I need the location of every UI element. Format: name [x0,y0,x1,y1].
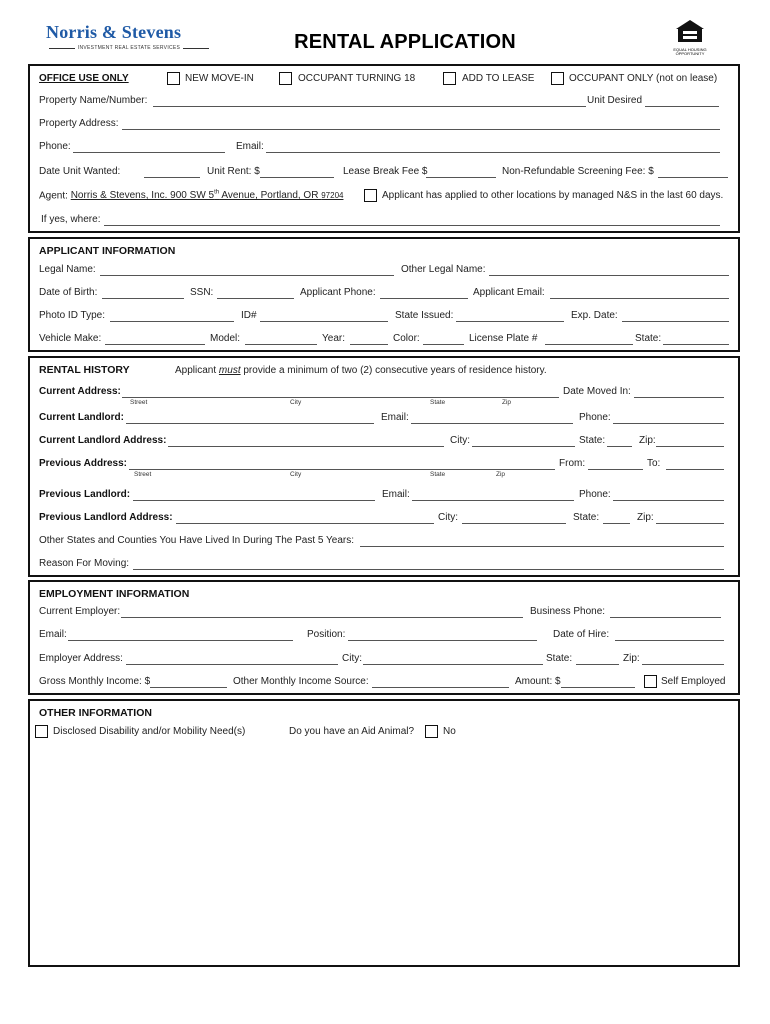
disclosed-disability-checkbox[interactable] [35,725,48,738]
unit-rent-field[interactable] [260,177,334,178]
applicant-section: APPLICANT INFORMATION Legal Name: Other Legal Name: Date of Birth: SSN: Applicant Phone: Applicant Email: Photo ID Type: ID# State Issued: Exp. Date: Vehicle Make: Model: Year: Color: License Plate # State: [28,237,740,352]
employment-section: EMPLOYMENT INFORMATION Current Employer: Business Phone: Email: Position: Date of Hire: Employer Address: City: State: Zip: Gross Monthly Income: $ Other Monthly Income Source: Amount: $ Self Employed [28,580,740,695]
previous-from-field[interactable] [588,469,643,470]
previous-address-field[interactable] [129,469,555,470]
other-info-heading: OTHER INFORMATION [39,707,152,719]
office-use-heading: OFFICE USE ONLY [39,73,129,84]
other-states-field[interactable] [360,546,724,547]
rental-history-heading: RENTAL HISTORY [39,364,130,376]
applied-other-locations-checkbox[interactable] [364,189,377,202]
photo-id-type-field[interactable] [110,321,234,322]
current-landlord-label: Current Landlord: [39,412,125,423]
gross-income-field[interactable] [150,687,227,688]
occupant-turning-18-checkbox[interactable] [279,72,292,85]
vehicle-year-field[interactable] [350,344,388,345]
if-yes-where-field[interactable] [104,225,720,226]
business-phone-field[interactable] [610,617,721,618]
screening-fee-field[interactable] [658,177,728,178]
office-use-section: OFFICE USE ONLY NEW MOVE-IN OCCUPANT TURNING 18 ADD TO LEASE OCCUPANT ONLY (not on lease) Property Name/Number: Unit Desired Property Address: Phone: Email: Date Unit Wanted: Unit Rent: $ Lease Break Fee $ Non-Refundable Screening Fee: $ Agent: Norris & Stevens, Inc. 900 SW 5th Avenue, Portland, OR 97204 Applicant has applied to other locations by managed N&S in the last 60 days. If yes, where: [28,64,740,233]
property-address-field[interactable] [122,129,720,130]
office-phone-field[interactable] [73,152,225,153]
other-legal-name-field[interactable] [489,275,729,276]
previous-landlord-city-field[interactable] [462,523,566,524]
date-moved-in-field[interactable] [634,397,724,398]
applicant-phone-field[interactable] [380,298,468,299]
vehicle-color-field[interactable] [423,344,464,345]
occupant-only-checkbox[interactable] [551,72,564,85]
agent-label: Agent: Norris & Stevens, Inc. 900 SW 5th Avenue, Portland, OR 97204 [39,190,344,202]
current-employer-field[interactable] [121,617,523,618]
current-landlord-phone-field[interactable] [613,423,724,424]
applicant-heading: APPLICANT INFORMATION [39,245,176,257]
lease-break-fee-field[interactable] [426,177,496,178]
logo-name: Norris & Stevens [46,22,182,42]
id-number-field[interactable] [260,321,388,322]
dob-field[interactable] [102,298,184,299]
current-landlord-address-field[interactable] [168,446,444,447]
employer-email-field[interactable] [68,640,293,641]
vehicle-state-field[interactable] [663,344,729,345]
applicant-email-field[interactable] [550,298,729,299]
unit-desired-field[interactable] [645,106,719,107]
current-address-field[interactable] [122,397,559,398]
employer-zip-field[interactable] [642,664,724,665]
previous-to-field[interactable] [666,469,724,470]
license-plate-field[interactable] [545,344,633,345]
previous-landlord-zip-field[interactable] [656,523,724,524]
employer-state-field[interactable] [576,664,619,665]
previous-landlord-phone-field[interactable] [613,500,724,501]
equal-housing-icon [672,19,708,55]
logo-tagline: INVESTMENT REAL ESTATE SERVICES [46,45,212,51]
aid-animal-no-checkbox[interactable] [425,725,438,738]
other-income-field[interactable] [372,687,509,688]
current-address-label: Current Address: [39,386,121,397]
employer-address-field[interactable] [126,664,338,665]
state-issued-field[interactable] [456,321,564,322]
current-landlord-email-field[interactable] [411,423,573,424]
eho-caption: EQUAL HOUSING OPPORTUNITY [673,47,707,56]
current-landlord-field[interactable] [126,423,374,424]
amount-field[interactable] [561,687,635,688]
date-of-hire-field[interactable] [615,640,724,641]
office-email-field[interactable] [266,152,720,153]
vehicle-model-field[interactable] [245,344,317,345]
employment-heading: EMPLOYMENT INFORMATION [39,588,190,600]
previous-landlord-address-field[interactable] [176,523,434,524]
property-name-field[interactable] [153,106,586,107]
vehicle-make-field[interactable] [105,344,205,345]
rental-history-section: RENTAL HISTORY Applicant must provide a minimum of two (2) consecutive years of residence history. Current Address: Date Moved In: Street City State Zip Current Landlord: Email: Phone: Current Landlord Address: City: State: Zip: Previous Address: From: To: Street City State Zip Previous Landlord: Email: Phone: Previous Landlord Address: City: State: Zip: Other States and Counties You Have Lived In During The Past 5 Years: Reason For Moving: [28,356,740,577]
add-to-lease-checkbox[interactable] [443,72,456,85]
previous-landlord-state-field[interactable] [603,523,630,524]
exp-date-field[interactable] [622,321,729,322]
current-landlord-zip-field[interactable] [656,446,724,447]
rental-history-note: Applicant must provide a minimum of two (2) consecutive years of residence history. [175,365,547,376]
ssn-field[interactable] [217,298,294,299]
other-information-section: OTHER INFORMATION Disclosed Disability and/or Mobility Need(s) Do you have an Aid Animal? No [28,699,740,967]
self-employed-checkbox[interactable] [644,675,657,688]
legal-name-field[interactable] [100,275,394,276]
page-title: RENTAL APPLICATION [294,31,516,53]
new-move-in-checkbox[interactable] [167,72,180,85]
employer-city-field[interactable] [363,664,543,665]
previous-landlord-email-field[interactable] [412,500,574,501]
current-landlord-city-field[interactable] [472,446,575,447]
date-unit-wanted-field[interactable] [144,177,200,178]
reason-moving-field[interactable] [133,569,724,570]
current-landlord-state-field[interactable] [607,446,632,447]
norris-stevens-logo [46,22,212,51]
position-field[interactable] [348,640,537,641]
previous-landlord-field[interactable] [133,500,375,501]
